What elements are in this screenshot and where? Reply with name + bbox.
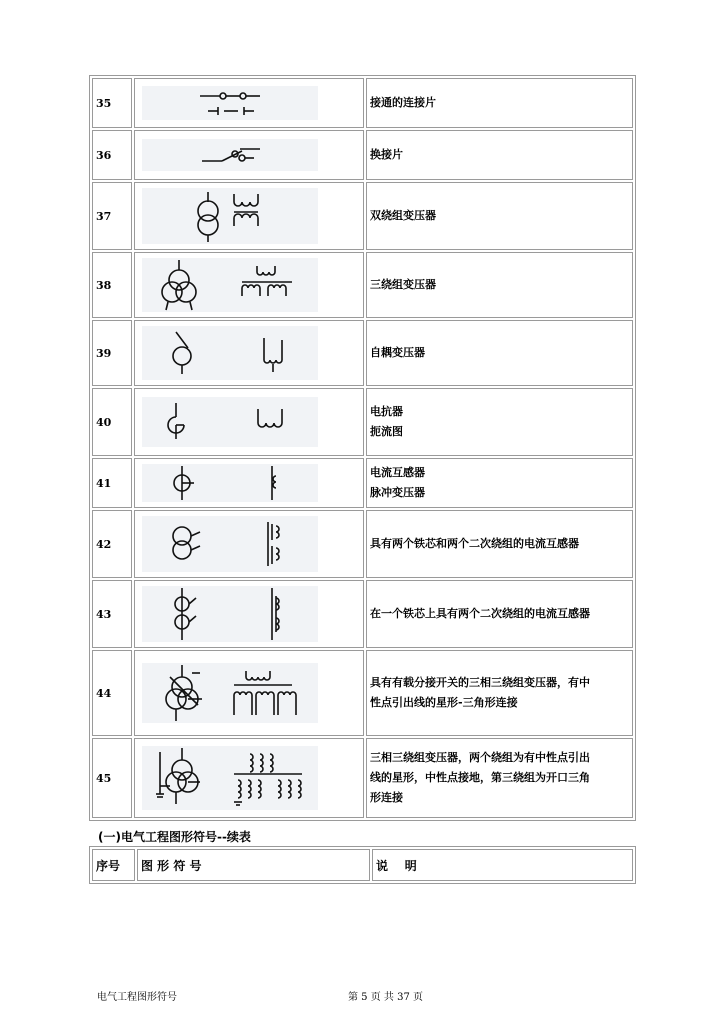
table-row <box>92 510 633 578</box>
description-line: 形连接 <box>370 791 403 804</box>
change-over-strip-symbol <box>142 139 318 171</box>
table-row <box>92 252 633 318</box>
symbol-cell <box>134 78 364 128</box>
reactor-symbol <box>142 397 318 447</box>
description <box>366 458 633 508</box>
row-number: 37 <box>92 182 132 250</box>
description-line: 自耦变压器 <box>370 346 425 359</box>
column-header-number: 序号 <box>92 849 135 881</box>
description <box>366 320 633 386</box>
row-number: 39 <box>92 320 132 386</box>
row-number: 44 <box>92 650 132 736</box>
table-row <box>92 580 633 648</box>
description-line: 扼流图 <box>370 425 403 438</box>
continuation-table-header <box>89 846 636 884</box>
symbol-cell <box>134 388 364 456</box>
section-title: (一)电气工程图形符号--续表 <box>98 830 251 844</box>
description-line: 双绕组变压器 <box>370 209 436 222</box>
row-number: 40 <box>92 388 132 456</box>
symbol-cell <box>134 182 364 250</box>
description <box>366 182 633 250</box>
symbol-table <box>89 75 636 821</box>
description-line: 接通的连接片 <box>370 96 436 109</box>
row-number: 38 <box>92 252 132 318</box>
row-number: 45 <box>92 738 132 818</box>
description <box>366 388 633 456</box>
connecting-strip-symbol <box>142 86 318 120</box>
symbol-cell <box>134 510 364 578</box>
description <box>366 580 633 648</box>
description-line: 具有两个铁芯和两个二次绕组的电流互感器 <box>370 537 579 550</box>
description <box>366 130 633 180</box>
table-row <box>92 130 633 180</box>
symbol-cell <box>134 738 364 818</box>
table-row <box>92 182 633 250</box>
description-line: 三绕组变压器 <box>370 278 436 291</box>
description-line: 电抗器 <box>370 405 403 418</box>
symbol-cell <box>134 252 364 318</box>
symbol-cell <box>134 458 364 508</box>
description <box>366 78 633 128</box>
description-line: 三相三绕组变压器，两个绕组为有中性点引出 <box>370 751 590 764</box>
symbol-cell <box>134 580 364 648</box>
description-line: 线的星形，中性点接地，第三绕组为开口三角 <box>370 771 590 784</box>
column-header-description: 说 明 <box>372 849 633 881</box>
table-header-row <box>92 849 633 881</box>
two-winding-transformer-symbol <box>142 188 318 244</box>
footer-page-number: 第 5 页 共 37 页 <box>348 992 423 1003</box>
description <box>366 650 633 736</box>
current-transformer-symbol <box>142 464 318 502</box>
table-row <box>92 650 633 736</box>
row-number: 42 <box>92 510 132 578</box>
description-line: 换接片 <box>370 148 403 161</box>
description-line: 电流互感器 <box>370 466 425 479</box>
row-number: 36 <box>92 130 132 180</box>
autotransformer-symbol <box>142 326 318 380</box>
table-row <box>92 738 633 818</box>
row-number: 35 <box>92 78 132 128</box>
three-winding-transformer-symbol <box>142 258 318 312</box>
table-row <box>92 320 633 386</box>
three-phase-grounded-neutral-transformer-symbol <box>142 746 318 810</box>
description <box>366 510 633 578</box>
symbol-cell <box>134 130 364 180</box>
description <box>366 252 633 318</box>
description-line: 具有有载分接开关的三相三绕组变压器，有中 <box>370 676 590 689</box>
description-line: 脉冲变压器 <box>370 486 425 499</box>
description-line: 在一个铁芯上具有两个二次绕组的电流互感器 <box>370 607 590 620</box>
table-row <box>92 388 633 456</box>
row-number: 43 <box>92 580 132 648</box>
table-row <box>92 78 633 128</box>
description <box>366 738 633 818</box>
row-number: 41 <box>92 458 132 508</box>
one-core-two-secondary-ct-symbol <box>142 586 318 642</box>
symbol-cell <box>134 320 364 386</box>
two-core-ct-symbol <box>142 516 318 572</box>
symbol-cell <box>134 650 364 736</box>
column-header-symbol: 图 形 符 号 <box>137 849 370 881</box>
footer-document-title: 电气工程图形符号 <box>97 992 177 1003</box>
description-line: 性点引出线的星形-三角形连接 <box>370 696 518 709</box>
table-row <box>92 458 633 508</box>
on-load-tap-three-phase-transformer-symbol <box>142 663 318 723</box>
